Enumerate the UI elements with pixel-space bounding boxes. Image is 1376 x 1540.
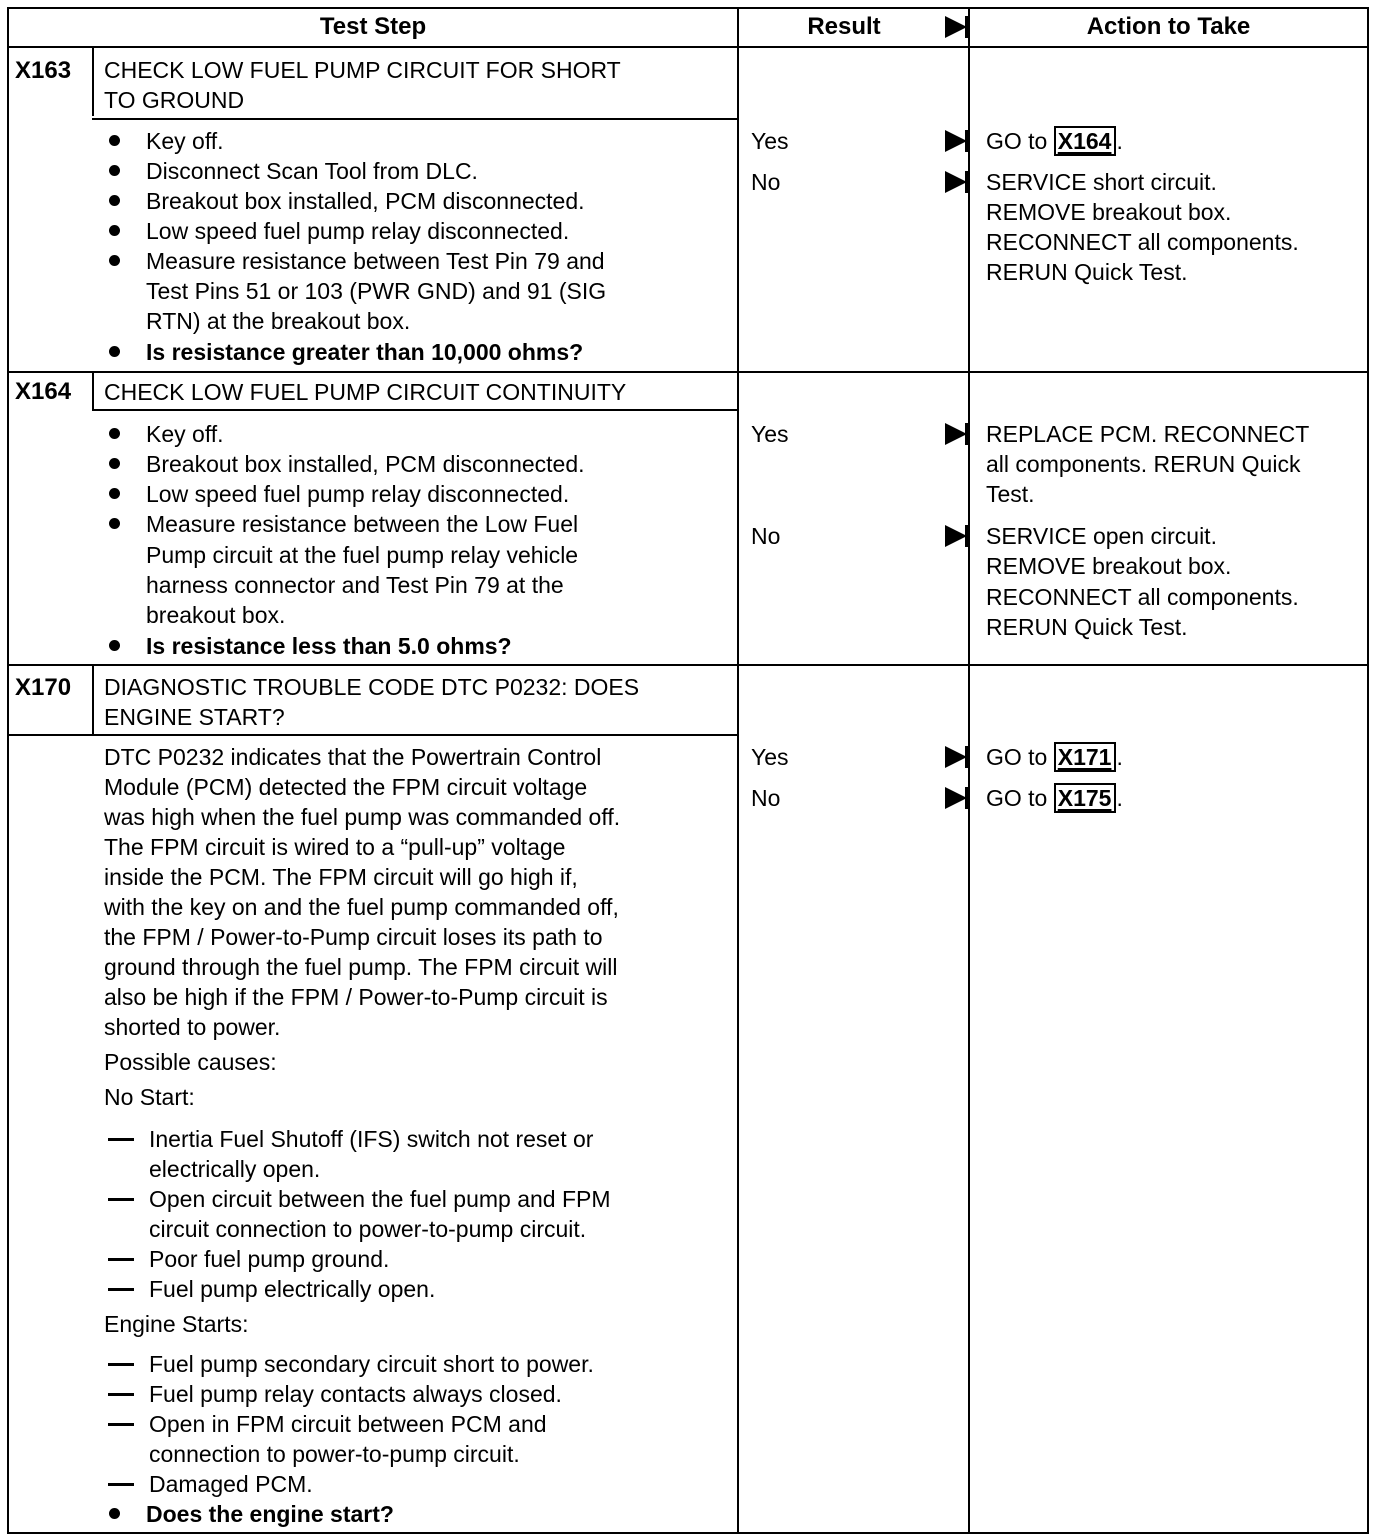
cause-line: Poor fuel pump ground.: [149, 1246, 390, 1272]
table-border-left: [7, 7, 9, 1534]
instruction: harness connector and Test Pin 79 at the: [146, 572, 564, 598]
bullet-icon: [109, 518, 120, 529]
step-title-line: TO GROUND: [104, 87, 245, 113]
step-code-x170: X170: [15, 674, 72, 701]
action-line: RERUN Quick Test.: [986, 259, 1188, 285]
instruction: breakout box.: [146, 602, 286, 628]
bullet-icon: [109, 195, 120, 206]
action-line: REMOVE breakout box.: [986, 199, 1232, 225]
result-arrow-icon: [945, 130, 967, 152]
step-link-x171[interactable]: X171: [1054, 742, 1117, 772]
title-rule-x170: [7, 734, 738, 736]
no-start-label: No Start:: [104, 1084, 195, 1110]
result-arrow-stem: [965, 787, 968, 809]
result-arrow-icon: [945, 423, 967, 445]
column-divider-result: [737, 7, 739, 1534]
action-goto: GO to X171 .: [986, 744, 1123, 770]
dash-icon: [108, 1363, 134, 1366]
dash-icon: [108, 1393, 134, 1396]
action-line: RERUN Quick Test.: [986, 614, 1188, 640]
bullet-icon: [109, 1508, 120, 1519]
result-arrow-icon: [945, 746, 967, 768]
cause-line: Inertia Fuel Shutoff (IFS) switch not reset or: [149, 1126, 594, 1152]
description-line: The FPM circuit is wired to a “pull-up” voltage: [104, 834, 566, 860]
description-line: was high when the fuel pump was commanded off.: [104, 804, 621, 830]
description-line: the FPM / Power-to-Pump circuit loses its path to: [104, 924, 603, 950]
step-question: Is resistance less than 5.0 ohms?: [146, 633, 512, 659]
engine-starts-label: Engine Starts:: [104, 1311, 249, 1337]
description-line: with the key on and the fuel pump commanded off,: [104, 894, 619, 920]
table-border-top: [7, 7, 1369, 9]
code-divider-x163: [92, 48, 94, 116]
cause-line: Damaged PCM.: [149, 1471, 313, 1497]
action-goto: GO to X164 .: [986, 128, 1123, 154]
step-title-line: DIAGNOSTIC TROUBLE CODE DTC P0232: DOES: [104, 674, 640, 700]
result-yes: Yes: [751, 421, 789, 447]
bullet-icon: [109, 428, 120, 439]
result-arrow-stem: [965, 525, 968, 547]
description-line: also be high if the FPM / Power-to-Pump circuit is: [104, 984, 608, 1010]
dash-icon: [108, 1258, 134, 1261]
instruction: Low speed fuel pump relay disconnected.: [146, 481, 570, 507]
cause-line: Fuel pump electrically open.: [149, 1276, 436, 1302]
bullet-icon: [109, 458, 120, 469]
description-line: shorted to power.: [104, 1014, 281, 1040]
row-rule-x164: [7, 371, 1369, 373]
dash-icon: [108, 1288, 134, 1291]
action-line: all components. RERUN Quick: [986, 451, 1301, 477]
action-line: SERVICE short circuit.: [986, 169, 1217, 195]
result-no: No: [751, 785, 781, 811]
description-line: inside the PCM. The FPM circuit will go high if,: [104, 864, 578, 890]
cause-line: Open circuit between the fuel pump and FPM: [149, 1186, 611, 1212]
description-line: ground through the fuel pump. The FPM circuit will: [104, 954, 618, 980]
result-arrow-stem: [965, 130, 968, 152]
header-result: Result: [807, 13, 881, 40]
bullet-icon: [109, 255, 120, 266]
instruction: Low speed fuel pump relay disconnected.: [146, 218, 570, 244]
dash-icon: [108, 1138, 134, 1141]
header-arrow-stem: [965, 16, 968, 38]
bullet-icon: [109, 488, 120, 499]
cause-line: Open in FPM circuit between PCM and: [149, 1411, 547, 1437]
instruction: Breakout box installed, PCM disconnected.: [146, 451, 585, 477]
result-no: No: [751, 169, 781, 195]
instruction: Key off.: [146, 128, 224, 154]
possible-causes-label: Possible causes:: [104, 1049, 277, 1075]
title-rule-x163: [92, 118, 738, 120]
result-no: No: [751, 523, 781, 549]
column-divider-action: [968, 7, 970, 1534]
result-yes: Yes: [751, 744, 789, 770]
action-line: SERVICE open circuit.: [986, 523, 1217, 549]
dash-icon: [108, 1198, 134, 1201]
action-line: REPLACE PCM. RECONNECT: [986, 421, 1310, 447]
result-arrow-icon: [945, 525, 967, 547]
title-rule-x164: [92, 409, 738, 411]
bullet-icon: [109, 165, 120, 176]
code-divider-x170: [92, 666, 94, 734]
bullet-icon: [109, 640, 120, 651]
result-arrow-stem: [965, 423, 968, 445]
action-line: Test.: [986, 481, 1035, 507]
header-arrow-icon: [945, 16, 967, 38]
step-question: Does the engine start?: [146, 1501, 394, 1527]
step-question: Is resistance greater than 10,000 ohms?: [146, 339, 584, 365]
cause-line: Fuel pump relay contacts always closed.: [149, 1381, 562, 1407]
step-title-line: ENGINE START?: [104, 704, 285, 730]
instruction: Disconnect Scan Tool from DLC.: [146, 158, 478, 184]
bullet-icon: [109, 346, 120, 357]
step-code-x163: X163: [15, 57, 72, 84]
table-border-bottom: [7, 1532, 1369, 1534]
description-line: Module (PCM) detected the FPM circuit voltage: [104, 774, 588, 800]
instruction: Measure resistance between the Low Fuel: [146, 511, 579, 537]
dash-icon: [108, 1483, 134, 1486]
step-code-x164: X164: [15, 378, 72, 405]
bullet-icon: [109, 225, 120, 236]
step-link-x164[interactable]: X164: [1054, 126, 1117, 156]
result-arrow-icon: [945, 787, 967, 809]
step-title-line: CHECK LOW FUEL PUMP CIRCUIT FOR SHORT: [104, 57, 621, 83]
cause-line: connection to power-to-pump circuit.: [149, 1441, 520, 1467]
step-link-x175[interactable]: X175: [1054, 783, 1117, 813]
instruction: Pump circuit at the fuel pump relay vehicle: [146, 542, 579, 568]
action-line: RECONNECT all components.: [986, 229, 1299, 255]
result-arrow-stem: [965, 171, 968, 193]
instruction: RTN) at the breakout box.: [146, 308, 411, 334]
header-action: Action to Take: [1086, 13, 1251, 40]
action-line: RECONNECT all components.: [986, 584, 1299, 610]
action-goto: GO to X175 .: [986, 785, 1123, 811]
instruction: Key off.: [146, 421, 224, 447]
action-line: REMOVE breakout box.: [986, 553, 1232, 579]
step-title-line: CHECK LOW FUEL PUMP CIRCUIT CONTINUITY: [104, 379, 627, 405]
header-bottom-rule: [7, 46, 1369, 48]
cause-line: Fuel pump secondary circuit short to power.: [149, 1351, 594, 1377]
instruction: Measure resistance between Test Pin 79 and: [146, 248, 605, 274]
row-rule-x170: [7, 664, 1369, 666]
code-divider-x164: [92, 373, 94, 409]
header-test-step: Test Step: [319, 13, 427, 40]
cause-line: circuit connection to power-to-pump circuit.: [149, 1216, 587, 1242]
bullet-icon: [109, 135, 120, 146]
result-arrow-icon: [945, 171, 967, 193]
cause-line: electrically open.: [149, 1156, 321, 1182]
instruction: Breakout box installed, PCM disconnected.: [146, 188, 585, 214]
result-arrow-stem: [965, 746, 968, 768]
instruction: Test Pins 51 or 103 (PWR GND) and 91 (SIG: [146, 278, 607, 304]
result-yes: Yes: [751, 128, 789, 154]
dash-icon: [108, 1423, 134, 1426]
table-border-right: [1367, 7, 1369, 1534]
description-line: DTC P0232 indicates that the Powertrain Control: [104, 744, 602, 770]
